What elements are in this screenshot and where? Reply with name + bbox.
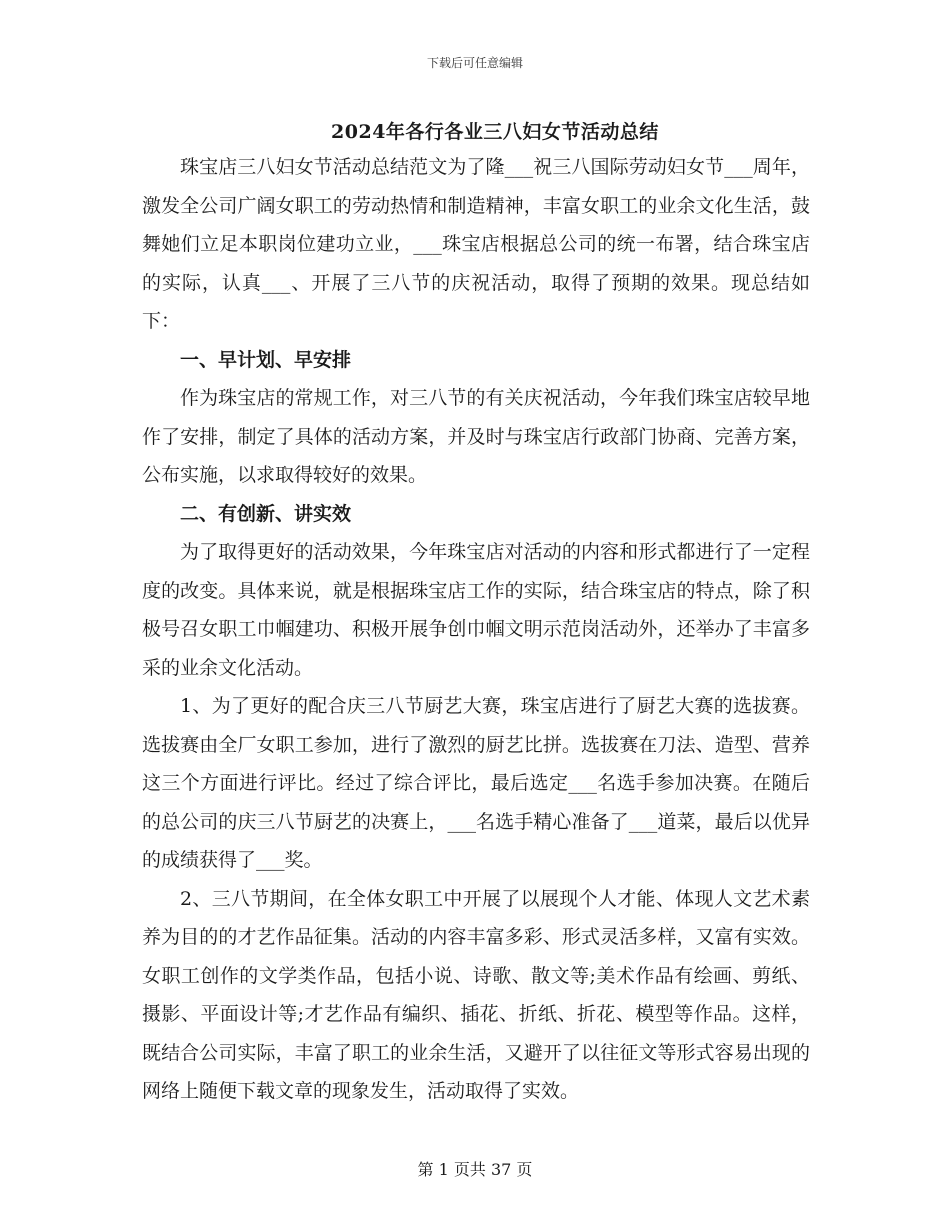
document-title: 2024年各行各业三八妇女节活动总结	[331, 121, 659, 143]
section-2-heading: 二、有创新、讲实效	[180, 502, 352, 525]
section-1-paragraph: 作为珠宝店的常规工作，对三八节的有关庆祝活动，今年我们珠宝店较早地作了安排，制定了具体的活动方案，并及时与珠宝店行政部门协商、完善方案，公布实施，以求取得较好的效果。	[142, 387, 810, 486]
section-2-item-2: 2、三八节期间，在全体女职工中开展了以展现个人才能、体现人文艺术素养为目的的才艺作品征集。活动的内容丰富多彩、形式灵活多样，又富有实效。女职工创作的文学类作品，包括小说、诗歌、散文等;美术作品有绘画、剪纸、摄影、平面设计等;才艺作品有编织、插花、折纸、折花、模型等作品。这样，既结合公司实际，丰富了职工的业余生活，又避开了以往征文等形式容易出现的网络上随便下载文章的现象发生，活动取得了实效。	[142, 887, 810, 1102]
document-body	[142, 148, 810, 1111]
section-2-paragraph: 为了取得更好的活动效果，今年珠宝店对活动的内容和形式都进行了一定程度的改变。具体来说，就是根据珠宝店工作的实际，结合珠宝店的特点，除了积极号召女职工巾帼建功、积极开展争创巾帼文明示范岗活动外，还举办了丰富多采的业余文化活动。	[142, 541, 810, 679]
page-number-footer: 第 1 页共 37 页	[417, 1160, 533, 1179]
section-1-heading: 一、早计划、早安排	[180, 348, 352, 371]
section-2-item-1: 1、为了更好的配合庆三八节厨艺大赛，珠宝店进行了厨艺大赛的选拔赛。选拔赛由全厂女职工参加，进行了激烈的厨艺比拼。选拔赛在刀法、造型、营养这三个方面进行评比。经过了综合评比，最后选定___名选手参加决赛。在随后的总公司的庆三八节厨艺的决赛上，___名选手精心准备了___道菜，最后以优异的成绩获得了___奖。	[142, 695, 810, 871]
page-header-note: 下载后可任意编辑	[426, 56, 523, 70]
intro-paragraph: 珠宝店三八妇女节活动总结范文为了隆___祝三八国际劳动妇女节___周年，激发全公司广阔女职工的劳动热情和制造精神，丰富女职工的业余文化生活，鼓舞她们立足本职岗位建功立业，___珠宝店根据总公司的统一布署，结合珠宝店的实际，认真___、开展了三八节的庆祝活动，取得了预期的效果。现总结如下：	[142, 156, 810, 332]
